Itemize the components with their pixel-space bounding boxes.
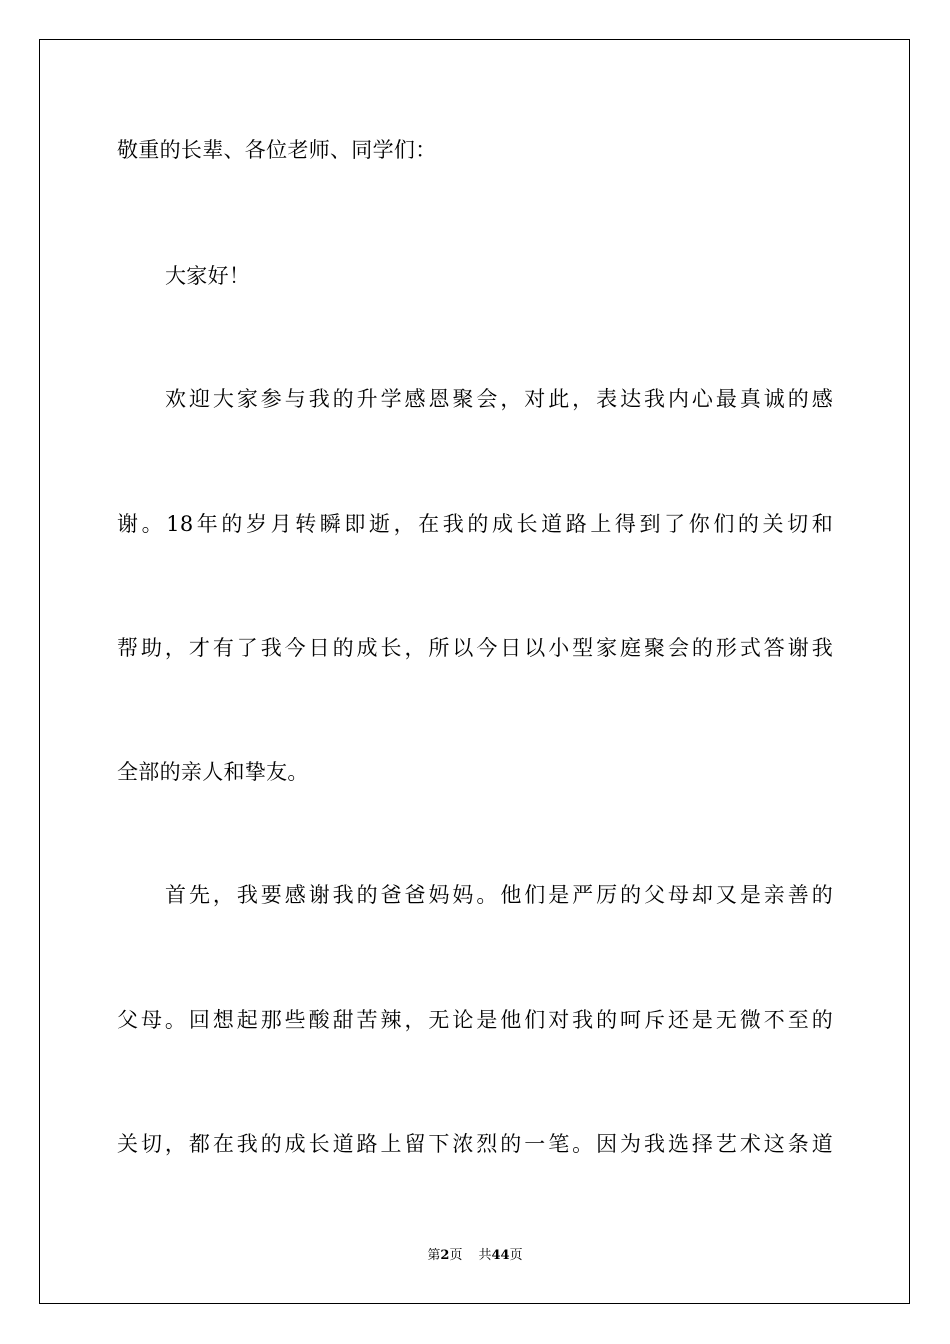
paragraph-line: 首先，我要感谢我的爸爸妈妈。他们是严厉的父母却又是亲善的 [165, 883, 833, 907]
page-current: 2 [440, 1248, 450, 1263]
greeting-line: 大家好！ [165, 264, 251, 288]
paragraph-line: 帮助，才有了我今日的成长，所以今日以小型家庭聚会的形式答谢我 [117, 636, 833, 660]
salutation-line: 敬重的长辈、各位老师、同学们： [117, 138, 437, 162]
page-suffix: 页 [449, 1248, 463, 1263]
total-suffix: 页 [509, 1248, 523, 1263]
page-prefix: 第 [427, 1248, 441, 1263]
total-prefix: 共 [478, 1248, 492, 1263]
paragraph-line: 谢。18年的岁月转瞬即逝，在我的成长道路上得到了你们的关切和 [117, 512, 833, 536]
paragraph-line: 关切，都在我的成长道路上留下浓烈的一笔。因为我选择艺术这条道 [117, 1132, 833, 1156]
paragraph-line: 父母。回想起那些酸甜苦辣，无论是他们对我的呵斥还是无微不至的 [117, 1008, 833, 1032]
page-footer [0, 1247, 950, 1265]
paragraph-line: 全部的亲人和挚友。 [117, 760, 309, 784]
page-frame [39, 39, 910, 1304]
page-total: 44 [491, 1248, 510, 1263]
paragraph-line: 欢迎大家参与我的升学感恩聚会，对此，表达我内心最真诚的感 [165, 387, 833, 411]
